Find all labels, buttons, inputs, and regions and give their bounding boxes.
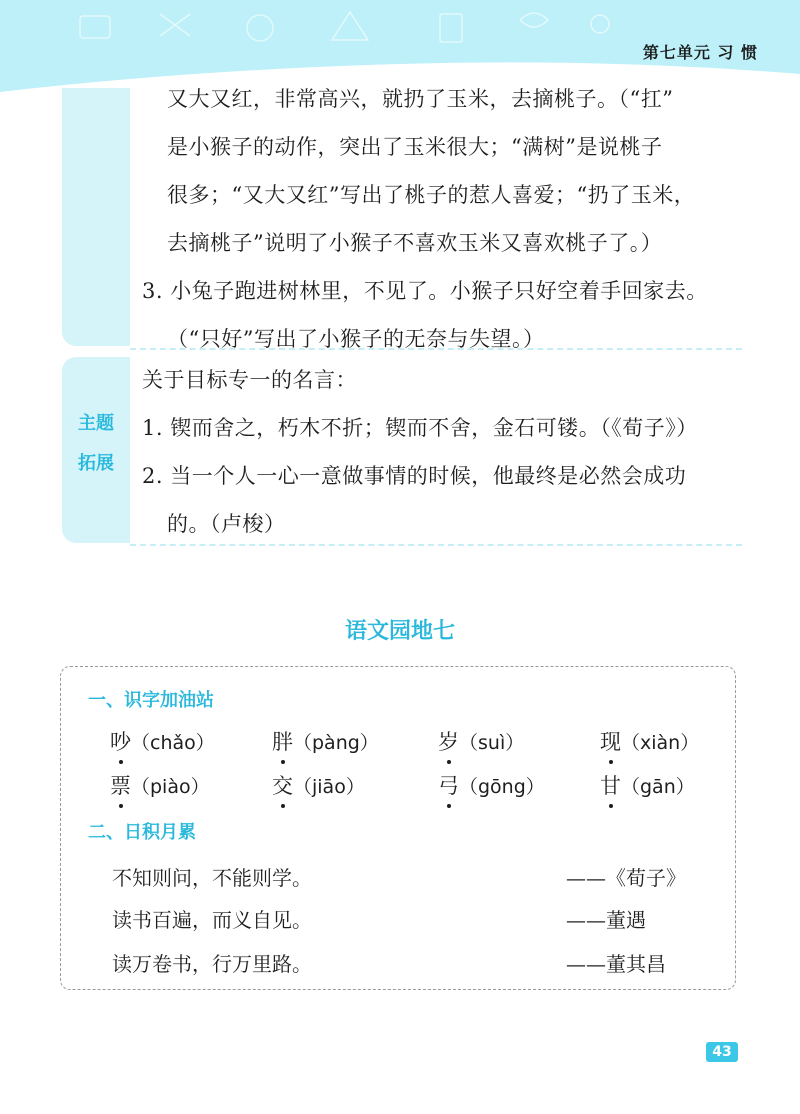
- analysis-line: 去摘桃子”说明了小猴子不喜欢玉米又喜欢桃子了。）: [167, 231, 663, 255]
- quote-author: ——董其昌: [566, 952, 666, 976]
- unit-title: 第七单元 习 惯: [642, 43, 758, 62]
- pinyin-row: [110, 770, 730, 810]
- theme-line: 1. 锲而舍之，朽木不折；锲而不舍，金石可镂。（《荀子》）: [142, 416, 698, 440]
- literacy-heading: 一、识字加油站: [88, 690, 214, 711]
- quote-row: [112, 862, 702, 902]
- pinyin-item: 甘（gān）: [600, 770, 695, 800]
- quote-text: 不知则问，不能则学。: [112, 866, 312, 890]
- separator: [130, 348, 742, 350]
- analysis-line: 又大又红，非常高兴，就扔了玉米，去摘桃子。（“扛”: [167, 87, 674, 111]
- theme-line: 关于目标专一的名言：: [142, 368, 357, 392]
- quote-text: 读万卷书，行万里路。: [112, 952, 312, 976]
- pinyin-item: 吵（chǎo）: [110, 726, 215, 756]
- pinyin-row: [110, 726, 730, 766]
- analysis-text: [142, 75, 752, 363]
- accumulation-heading: 二、日积月累: [88, 822, 196, 843]
- pinyin-item: 现（xiàn）: [600, 726, 699, 756]
- pinyin-item: 胖（pàng）: [272, 726, 379, 756]
- section-title: 语文园地七: [344, 619, 455, 644]
- analysis-line: 3. 小兔子跑进树林里，不见了。小猴子只好空着手回家去。: [142, 279, 708, 303]
- theme-extension-tab-label: [62, 404, 130, 484]
- theme-line: 的。（卢梭）: [167, 512, 286, 536]
- analysis-line: （“只好”写出了小猴子的无奈与失望。）: [167, 327, 545, 351]
- quote-author: ——《荀子》: [566, 866, 686, 890]
- analysis-line: 很多；“又大又红”写出了桃子的惹人喜爱；“扔了玉米，: [167, 183, 696, 207]
- pinyin-item: 弓（gōng）: [438, 770, 545, 800]
- analysis-line: 是小猴子的动作，突出了玉米很大；“满树”是说桃子: [167, 135, 663, 159]
- analysis-side-tab: [62, 88, 130, 346]
- separator: [130, 544, 742, 546]
- pinyin-item: 交（jiāo）: [272, 770, 365, 800]
- theme-line: 2. 当一个人一心一意做事情的时候，他最终是必然会成功: [142, 464, 687, 488]
- quote-text: 读书百遍，而义自见。: [112, 908, 312, 932]
- tab-label-line-2: 拓展: [78, 453, 114, 474]
- pinyin-item: 岁（suì）: [438, 726, 524, 756]
- theme-extension-text: [142, 356, 752, 548]
- quote-row: [112, 904, 702, 944]
- pinyin-item: 票（piào）: [110, 770, 210, 800]
- quote-row: [112, 948, 702, 988]
- page-number: 43: [706, 1042, 738, 1062]
- tab-label-line-1: 主题: [78, 413, 114, 434]
- quote-author: ——董遇: [566, 908, 646, 932]
